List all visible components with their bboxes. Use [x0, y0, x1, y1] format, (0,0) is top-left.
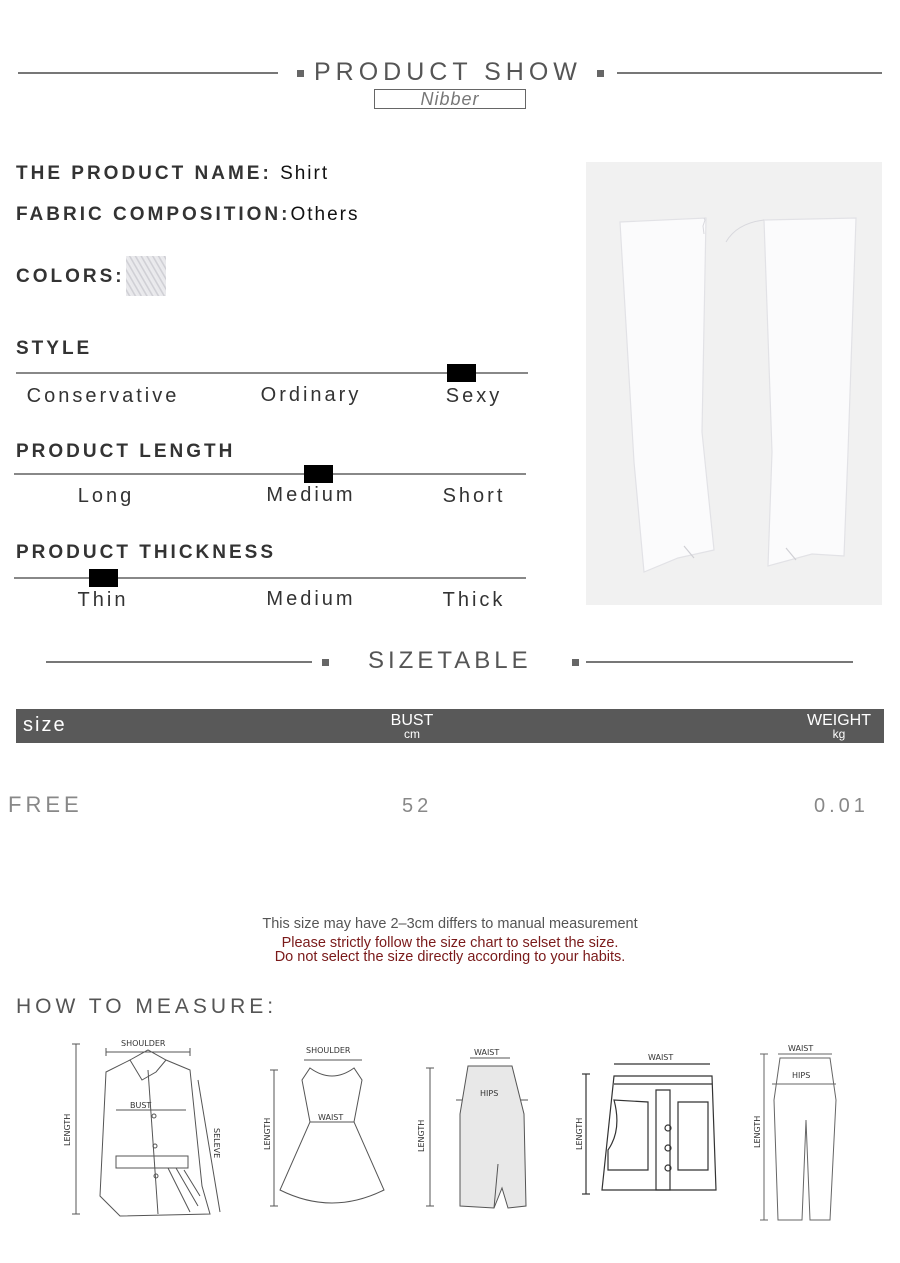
- style-title: STYLE: [16, 338, 93, 359]
- style-level-marker: [447, 364, 476, 382]
- colors-label: COLORS:: [16, 266, 125, 287]
- note-measurement: This size may have 2–3cm differs to manual measurement: [262, 916, 638, 932]
- shirt-diagram: [60, 1036, 240, 1226]
- pants-hips-label: HIPS: [792, 1071, 811, 1080]
- thickness-option-medium: Medium: [266, 588, 356, 610]
- header-weight-unit: kg: [832, 727, 846, 741]
- skirt-waist-label: WAIST: [474, 1048, 500, 1057]
- shirt-bust-label: BUST: [130, 1101, 152, 1110]
- length-option-long: Long: [77, 485, 135, 507]
- header-bust-unit: cm: [404, 727, 420, 741]
- pants-waist-label: WAIST: [788, 1044, 814, 1053]
- length-title: PRODUCT LENGTH: [16, 441, 236, 462]
- sizetable-divider-right: [586, 661, 853, 663]
- page-title: PRODUCT SHOW: [314, 58, 582, 86]
- style-option-sexy: Sexy: [445, 385, 503, 407]
- dress-diagram: [262, 1040, 402, 1210]
- style-option-ordinary: Ordinary: [260, 384, 362, 406]
- table-row-weight: 0.01: [814, 795, 869, 817]
- product-name-row: [16, 163, 329, 185]
- shirt-length-label: LENGTH: [63, 1113, 72, 1146]
- brand-label: Nibber: [374, 89, 526, 109]
- header-size: size: [23, 714, 67, 736]
- product-name-value: Shirt: [280, 163, 330, 184]
- header-bust: [378, 713, 446, 740]
- fabric-value: Others: [290, 204, 360, 225]
- style-option-conservative: Conservative: [26, 385, 180, 407]
- fabric-label: FABRIC COMPOSITION:: [16, 204, 291, 225]
- header-weight-label: WEIGHT: [807, 712, 871, 729]
- note-habits: Do not select the size directly according to your habits.: [274, 949, 626, 965]
- skirt-length-label: LENGTH: [417, 1119, 426, 1152]
- header-bullet-right: [597, 70, 604, 77]
- table-row-size: FREE: [8, 792, 83, 817]
- sizetable-title: SIZETABLE: [368, 647, 532, 674]
- note-follow-chart: Please strictly follow the size chart to selset the size.: [281, 935, 619, 951]
- header-bullet-left: [297, 70, 304, 77]
- header-bust-label: BUST: [390, 712, 434, 729]
- table-row-bust: 52: [402, 795, 433, 817]
- shirt-shoulder-label: SHOULDER: [121, 1039, 166, 1048]
- how-to-measure-title: HOW TO MEASURE:: [16, 995, 278, 1018]
- dress-length-label: LENGTH: [263, 1117, 272, 1150]
- size-table-header: [16, 709, 884, 743]
- pants-diagram: [750, 1040, 860, 1225]
- sizetable-divider-left: [46, 661, 312, 663]
- sizetable-bullet-left: [322, 659, 329, 666]
- header-weight: [800, 713, 878, 740]
- shorts-diagram: [575, 1050, 728, 1200]
- sizetable-bullet-right: [572, 659, 579, 666]
- skirt-diagram: [414, 1044, 544, 1214]
- length-scale-line: [14, 473, 526, 475]
- pants-length-label: LENGTH: [753, 1115, 762, 1148]
- length-option-short: Short: [442, 485, 506, 507]
- header-divider-right: [617, 72, 882, 74]
- fabric-row: [16, 204, 359, 226]
- arm-sleeves-image: [586, 162, 882, 605]
- shirt-sleeve-label: SELEVE: [212, 1128, 221, 1159]
- shorts-length-label: LENGTH: [575, 1117, 584, 1150]
- header-divider-left: [18, 72, 278, 74]
- product-photo: [586, 162, 882, 605]
- thickness-level-marker: [89, 569, 118, 587]
- thickness-option-thin: Thin: [77, 589, 129, 611]
- thickness-option-thick: Thick: [442, 589, 506, 611]
- length-option-medium: Medium: [266, 484, 356, 506]
- thickness-title: PRODUCT THICKNESS: [16, 542, 277, 563]
- dress-waist-label: WAIST: [318, 1113, 344, 1122]
- dress-shoulder-label: SHOULDER: [306, 1046, 351, 1055]
- product-name-label: THE PRODUCT NAME:: [16, 163, 272, 184]
- shorts-waist-label: WAIST: [648, 1053, 674, 1062]
- length-level-marker: [304, 465, 333, 483]
- color-swatch-white[interactable]: [126, 256, 166, 296]
- skirt-hips-label: HIPS: [480, 1089, 499, 1098]
